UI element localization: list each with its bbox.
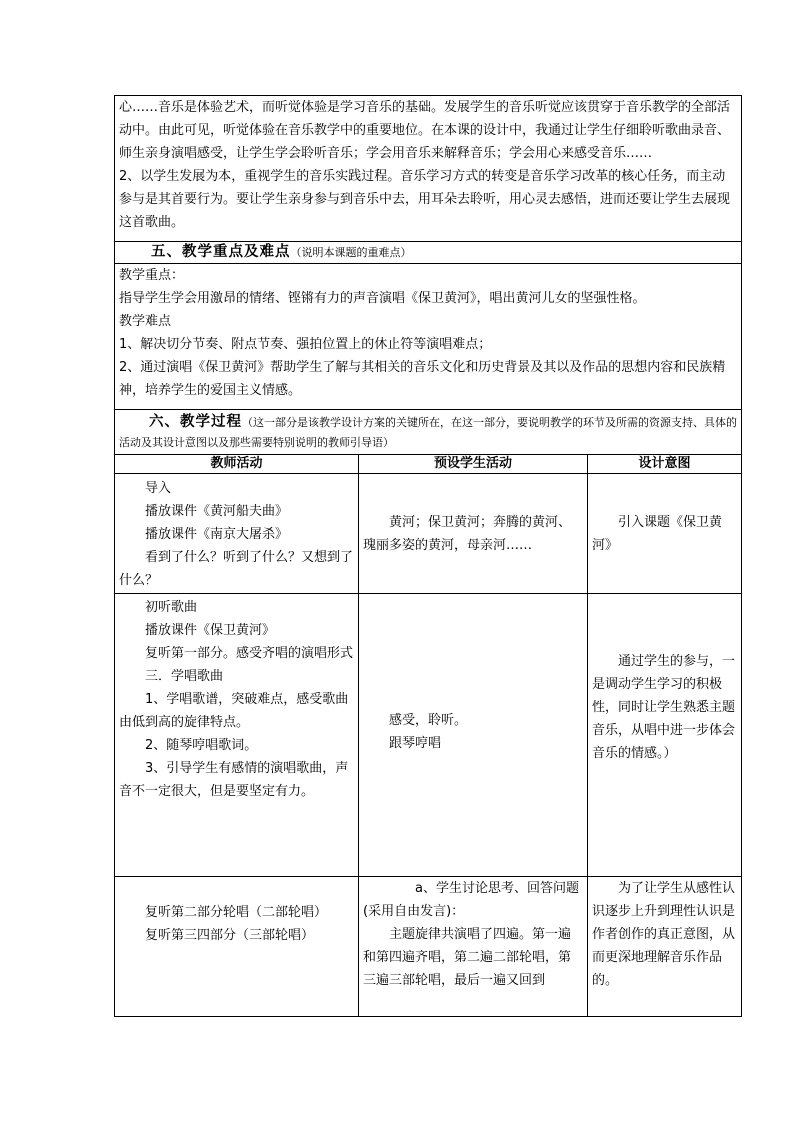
intro-cell (115, 96, 742, 242)
section5-header-cell (115, 242, 742, 264)
section5-body-cell (115, 264, 742, 410)
teacher-line: 导入 (145, 481, 172, 496)
section6-header-row (115, 410, 742, 455)
student-line: a、学生讨论思考、回答问题(采用自由发言)： (363, 881, 579, 919)
difficulty-item-2: 2、通过演唱《保卫黄河》帮助学生了解与其相关的音乐文化和历史背景及其以及作品的思想内容和民族精神，培养学生的爱国主义情感。 (119, 360, 726, 398)
intent-cell (588, 877, 742, 1017)
intro-paragraph-1: 心……音乐是体验艺术，而听觉体验是学习音乐的基础。发展学生的音乐听觉应该贯穿于音乐教学的全部活动中。由此可见，听觉体验在音乐教学中的重要地位。在本课的设计中，我通过让学生仔细聆听歌曲录音、师生亲身演唱感受，让学生学会聆听音乐；学会用音乐来解释音乐；学会用心来感受音乐…… (119, 100, 731, 161)
teacher-line: 1、学唱歌谱，突破难点，感受歌曲由低到高的旋律特点。 (119, 692, 349, 730)
teacher-cell (115, 594, 359, 877)
section5-note: （说明本课题的重难点） (290, 246, 412, 259)
key-points-heading: 教学重点： (119, 268, 185, 283)
teacher-line: 初听歌曲 (145, 600, 198, 615)
teacher-line: 三．学唱歌曲 (145, 669, 224, 684)
teacher-line: 播放课件《黄河船夫曲》 (145, 504, 289, 519)
difficulties-heading: 教学难点 (119, 314, 172, 329)
student-line: 主题旋律共演唱了四遍。第一遍和第四遍齐唱，第二遍二部轮唱，第三遍三部轮唱，最后一遍又回到 (363, 927, 572, 988)
column-header-row (115, 455, 742, 474)
document-page (114, 95, 741, 1017)
student-line: 感受，聆听。 (389, 713, 468, 728)
student-cell (359, 877, 588, 1017)
teacher-line: 2、随琴哼唱歌词。 (145, 738, 258, 753)
section5-body-row (115, 264, 742, 410)
section6-note: （这一部分是该教学设计方案的关键所在，在这一部分，要说明教学的环节及所需的资源支持、具体的活动及其设计意图以及那些需要特别说明的教师引导语） (119, 416, 737, 449)
teacher-line: 播放课件《南京大屠杀》 (145, 527, 289, 542)
difficulty-item-1: 1、解决切分节奏、附点节奏、强拍位置上的休止符等演唱难点； (119, 337, 492, 352)
teacher-cell (115, 474, 359, 594)
section5-title: 五、教学重点及难点 (151, 244, 291, 260)
section6-title: 六、教学过程 (149, 414, 242, 430)
student-cell (359, 594, 588, 877)
intent-cell (588, 474, 742, 594)
col-header-student: 预设学生活动 (359, 455, 588, 474)
col-header-intent: 设计意图 (588, 455, 742, 474)
table-row (115, 594, 742, 877)
teacher-line: 复听第一部分。感受齐唱的演唱形式 (145, 646, 354, 661)
key-points-text: 指导学生学会用激昂的情绪、铿锵有力的声音演唱《保卫黄河》，唱出黄河儿女的坚强性格。 (119, 291, 646, 306)
student-line: 跟琴哼唱 (389, 736, 442, 751)
table-row (115, 474, 742, 594)
section6-header-cell (115, 410, 742, 455)
section5-header-row (115, 242, 742, 264)
col-header-teacher: 教师活动 (115, 455, 359, 474)
intent-line: 通过学生的参与，一是调动学生学习的积极性，同时让学生熟悉主题音乐，从唱中进一步体会音乐的情感。） (592, 654, 736, 761)
intent-line: 引入课题《保卫黄河》 (592, 514, 723, 553)
intent-line: 为了让学生从感性认识逐步上升到理性认识是作者创作的真正意图，从而更深地理解音乐作品的。 (592, 881, 736, 988)
intro-row (115, 96, 742, 242)
table-row (115, 877, 742, 1017)
student-cell (359, 474, 588, 594)
intro-paragraph-2: 2、以学生发展为本，重视学生的音乐实践过程。音乐学习方式的转变是音乐学习改革的核心任务，而主动参与是其首要行为。要让学生亲身参与到音乐中去，用耳朵去聆听，用心灵去感悟，进而还要让学生去展现这首歌曲。 (119, 169, 731, 230)
lesson-plan-table (114, 95, 742, 1017)
teacher-line: 看到了什么？听到了什么？又想到了什么？ (119, 550, 354, 588)
intent-cell (588, 594, 742, 877)
student-line: 黄河；保卫黄河；奔腾的黄河、瑰丽多姿的黄河，母亲河…… (363, 514, 572, 553)
teacher-line: 播放课件《保卫黄河》 (145, 623, 276, 638)
teacher-line: 3、引导学生有感情的演唱歌曲，声音不一定很大，但是要坚定有力。 (119, 761, 349, 799)
teacher-line: 复听第三四部分（三部轮唱） (145, 928, 315, 943)
teacher-cell (115, 877, 359, 1017)
teacher-line: 复听第二部分轮唱（二部轮唱） (145, 905, 328, 920)
